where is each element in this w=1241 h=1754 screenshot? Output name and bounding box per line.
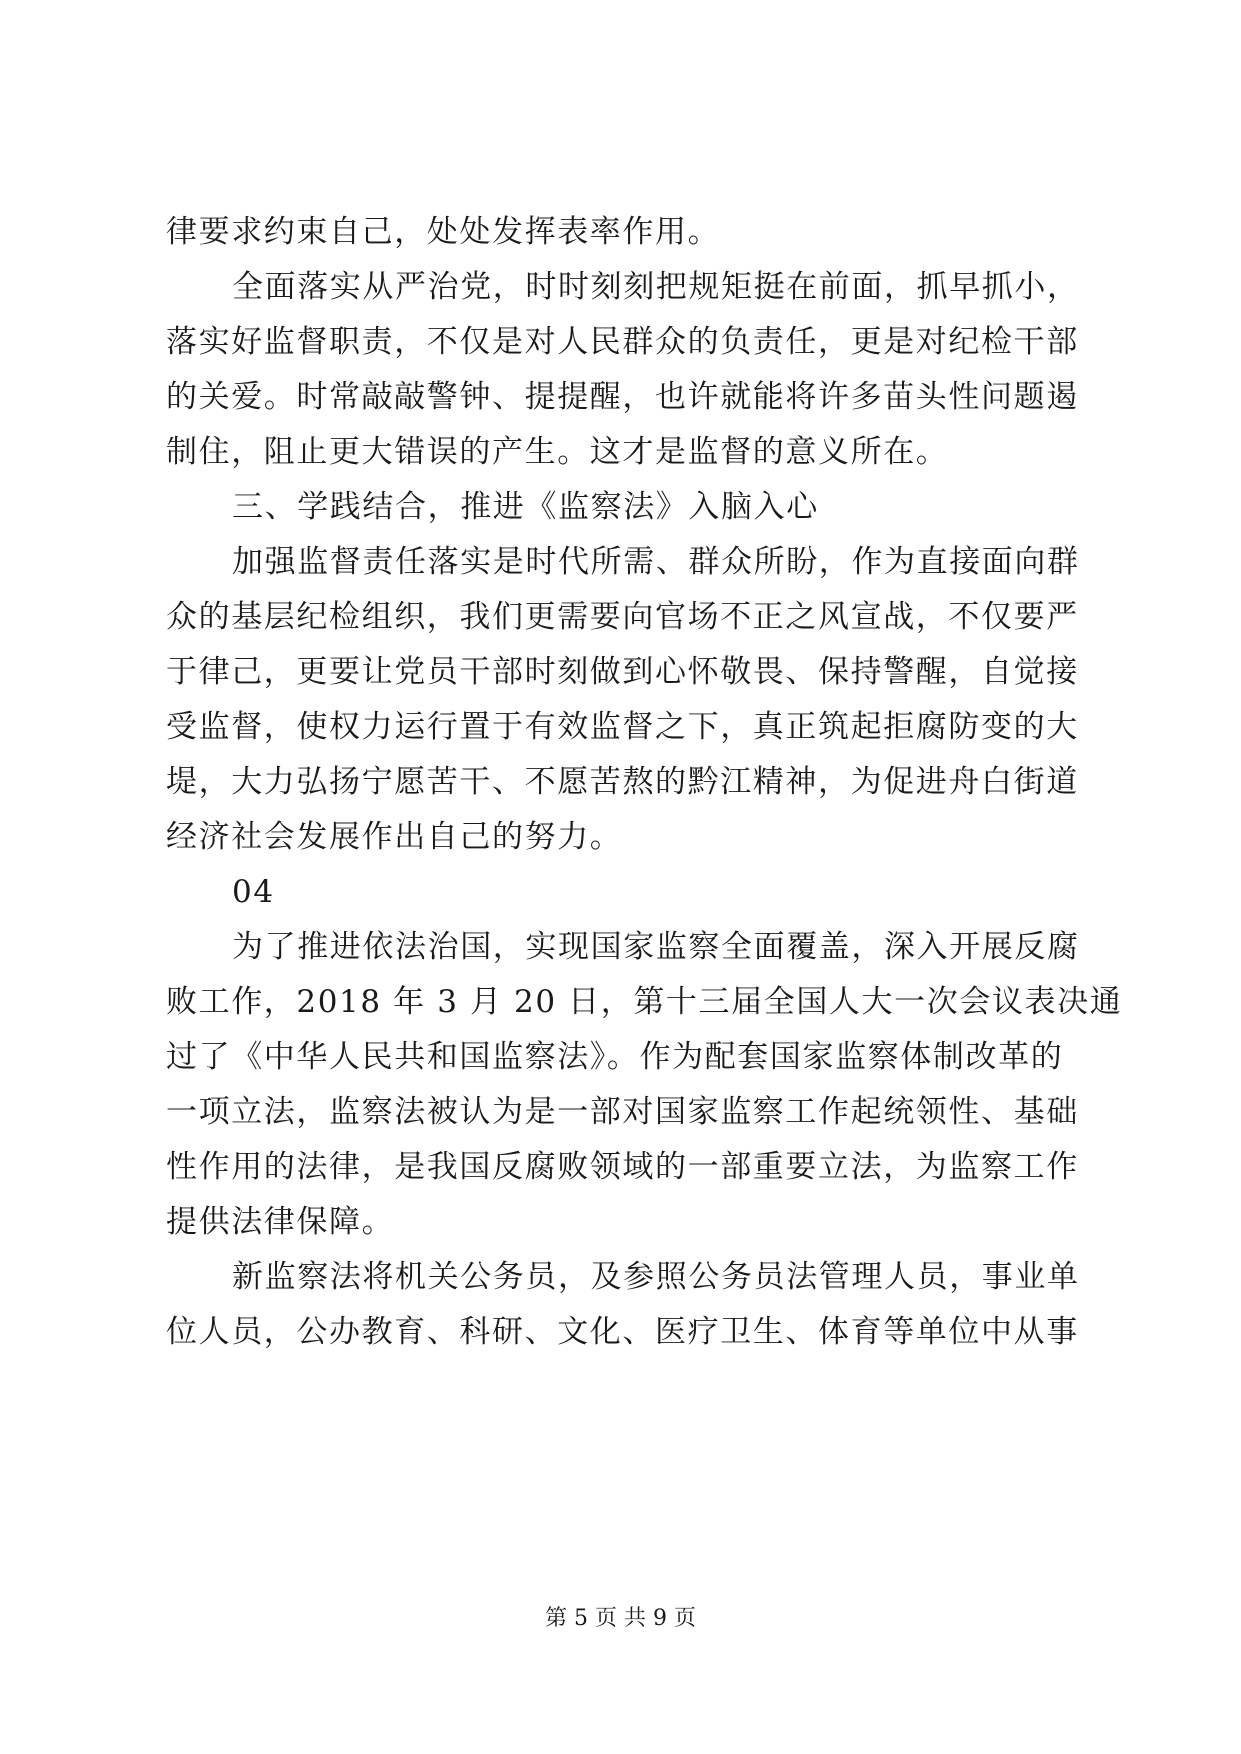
page-footer: 第 5 页 共 9 页: [545, 1606, 696, 1631]
text-line: 一项立法，监察法被认为是一部对国家监察工作起统领性、基础: [166, 1094, 1079, 1130]
text-line: 位人员，公办教育、科研、文化、医疗卫生、体育等单位中从事: [166, 1314, 1079, 1350]
text-line: 加强监督责任落实是时代所需、群众所盼，作为直接面向群: [232, 544, 1080, 580]
text-line: 堤，大力弘扬宁愿苦干、不愿苦熬的黔江精神，为促进舟白街道: [166, 764, 1079, 800]
text-line: 性作用的法律，是我国反腐败领域的一部重要立法，为监察工作: [166, 1149, 1079, 1185]
text-line: 律要求约束自己，处处发挥表率作用。: [166, 214, 721, 250]
text-line: 新监察法将机关公务员，及参照公务员法管理人员，事业单: [232, 1259, 1080, 1295]
text-line: 制住，阻止更大错误的产生。这才是监督的意义所在。: [166, 434, 949, 470]
text-line: 过了《中华人民共和国监察法》。作为配套国家监察体制改革的: [166, 1039, 1064, 1075]
section-number: 04: [232, 874, 275, 910]
text-line: 众的基层纪检组织，我们更需要向官场不正之风宣战，不仅要严: [166, 599, 1079, 635]
text-line: 的关爱。时常敲敲警钟、提提醒，也许就能将许多苗头性问题遏: [166, 379, 1079, 415]
text-line: 受监督，使权力运行置于有效监督之下，真正筑起拒腐防变的大: [166, 709, 1079, 745]
text-line: 败工作，2018 年 3 月 20 日，第十三届全国人大一次会议表决通: [166, 984, 1123, 1020]
text-line: 经济社会发展作出自己的努力。: [166, 819, 623, 855]
text-line: 于律己，更要让党员干部时刻做到心怀敬畏、保持警醒，自觉接: [166, 654, 1079, 690]
text-line: 提供法律保障。: [166, 1204, 395, 1240]
text-line: 全面落实从严治党，时时刻刻把规矩挺在前面，抓早抓小，: [232, 269, 1080, 305]
text-line: 落实好监督职责，不仅是对人民群众的负责任，更是对纪检干部: [166, 324, 1079, 360]
section-heading: 三、学践结合，推进《监察法》入脑入心: [232, 489, 819, 525]
text-line: 为了推进依法治国，实现国家监察全面覆盖，深入开展反腐: [232, 929, 1080, 965]
